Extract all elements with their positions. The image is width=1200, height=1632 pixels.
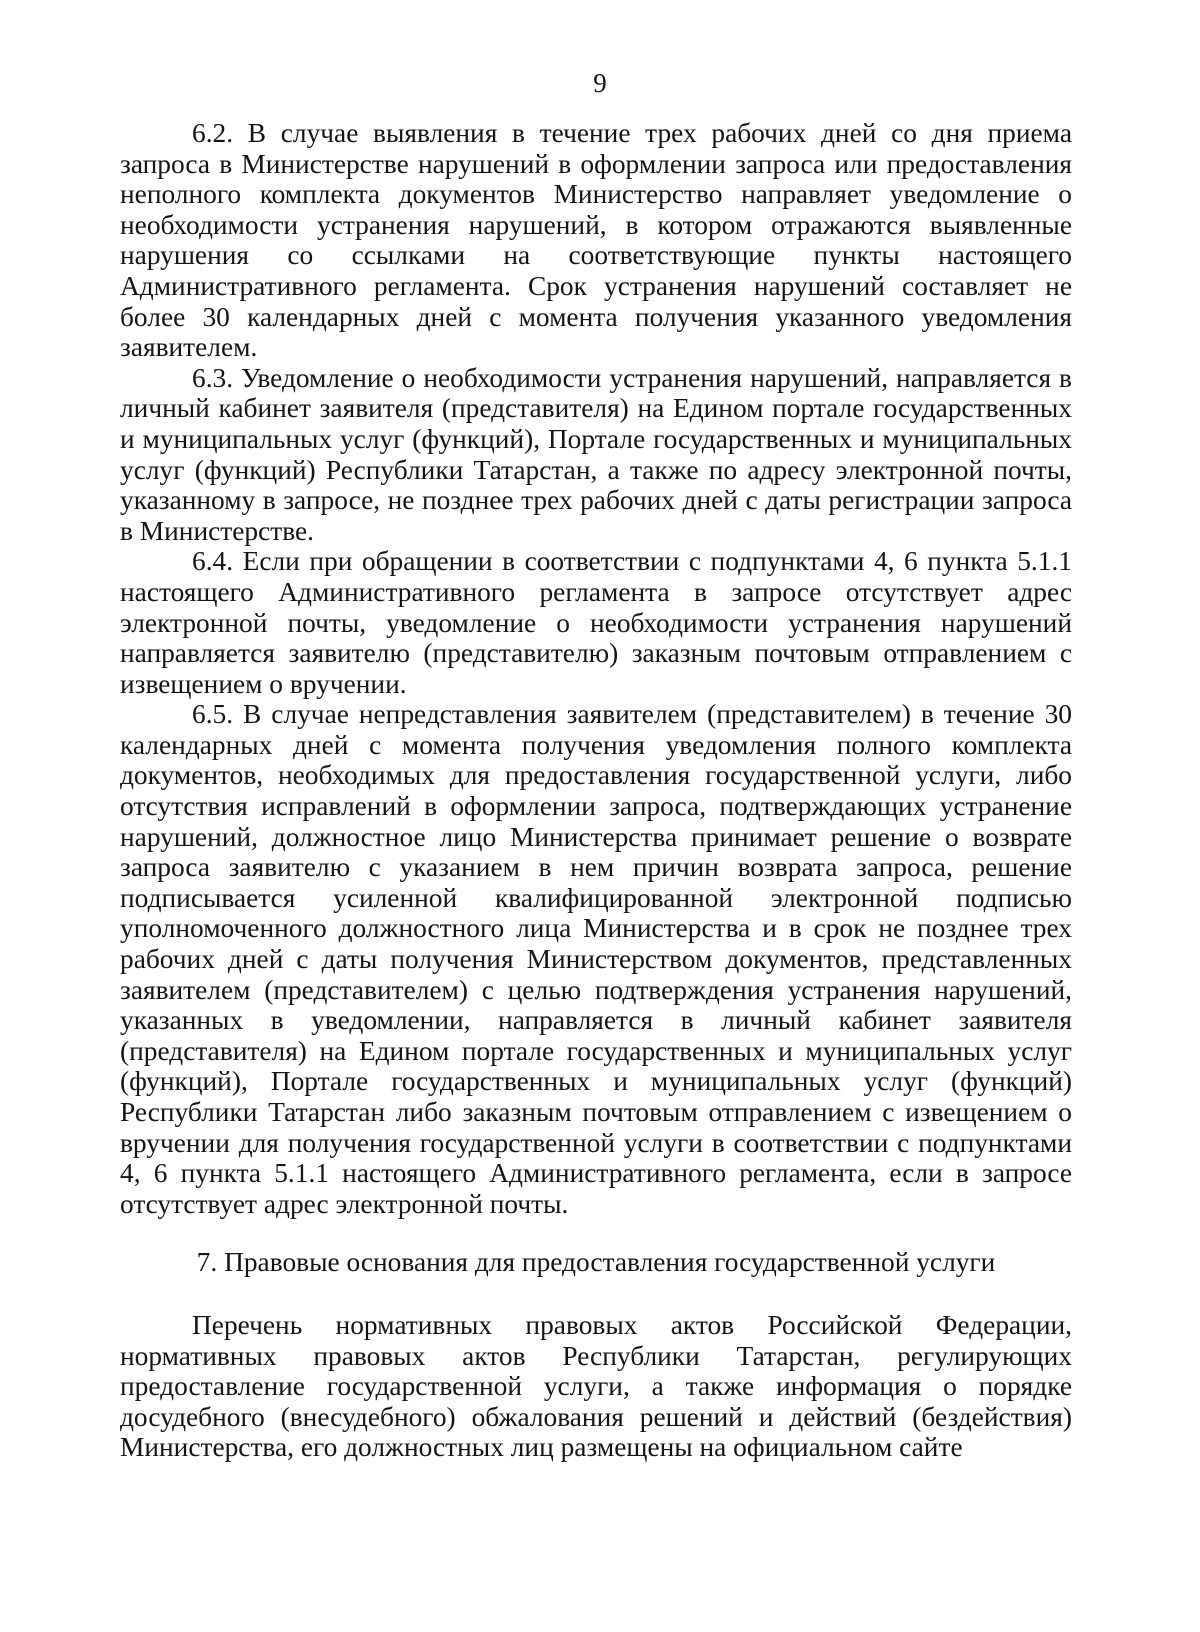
section-heading: 7. Правовые основания для предоставления государственной услуги	[196, 1247, 996, 1278]
paragraph-6-3: 6.3. Уведомление о необходимости устранения нарушений, направляется в личный кабинет заявителя (представителя) на Едином портале государственных и муниципальных услуг (функций), Портале государственных и муниципальных услуг (функций) Республики Татарстан, а также по адресу электронной почты, указанному в запросе, не позднее трех рабочих дней с даты регистрации запроса в Министерстве.	[120, 362, 1072, 546]
paragraph-legal-basis: Перечень нормативных правовых актов Российской Федерации, нормативных правовых актов Республики Татарстан, регулирующих предоставление государственной услуги, а также информация о порядке досудебного (внесудебного) обжалования решений и действий (бездействия) Министерства, его должностных лиц размещены на официальном сайте	[120, 1309, 1072, 1463]
paragraph-6-4: 6.4. Если при обращении в соответствии с подпунктами 4, 6 пункта 5.1.1 настоящего Административного регламента в запросе отсутствует адрес электронной почты, уведомление о необходимости устранения нарушений направляется заявителю (представителю) заказным почтовым отправлением с извещением о вручении.	[120, 546, 1072, 699]
paragraph-6-5: 6.5. В случае непредставления заявителем (представителем) в течение 30 календарных дней с момента получения уведомления полного комплекта документов, необходимых для предоставления государственной услуги, либо отсутствия исправлений в оформлении запроса, подтверждающих устранение нарушений, должностное лицо Министерства принимает решение о возврате запроса заявителю с указанием в нем причин возврата запроса, решение подписывается усиленной квалифицированной электронной подписью уполномоченного должностного лица Министерства и в срок не позднее трех рабочих дней с даты получения Министерством документов, представленных заявителем (представителем) с целью подтверждения устранения нарушений, указанных в уведомлении, направляется в личный кабинет заявителя (представителя) на Едином портале государственных и муниципальных услуг (функций), Портале государственных и муниципальных услуг (функций) Республики Татарстан либо заказным почтовым отправлением с извещением о вручении для получения государственной услуги в соответствии с подпунктами 4, 6 пункта 5.1.1 настоящего Административного регламента, если в запросе отсутствует адрес электронной почты.	[120, 699, 1072, 1219]
paragraph-6-2: 6.2. В случае выявления в течение трех рабочих дней со дня приема запроса в Министерстве нарушений в оформлении запроса или предоставления неполного комплекта документов Министерство направляет уведомление о необходимости устранения нарушений, в котором отражаются выявленные нарушения со ссылками на соответствующие пункты настоящего Административного регламента. Срок устранения нарушений составляет не более 30 календарных дней с момента получения указанного уведомления заявителем.	[120, 118, 1072, 363]
page-number: 9	[593, 68, 607, 98]
document-body	[120, 118, 1072, 1463]
